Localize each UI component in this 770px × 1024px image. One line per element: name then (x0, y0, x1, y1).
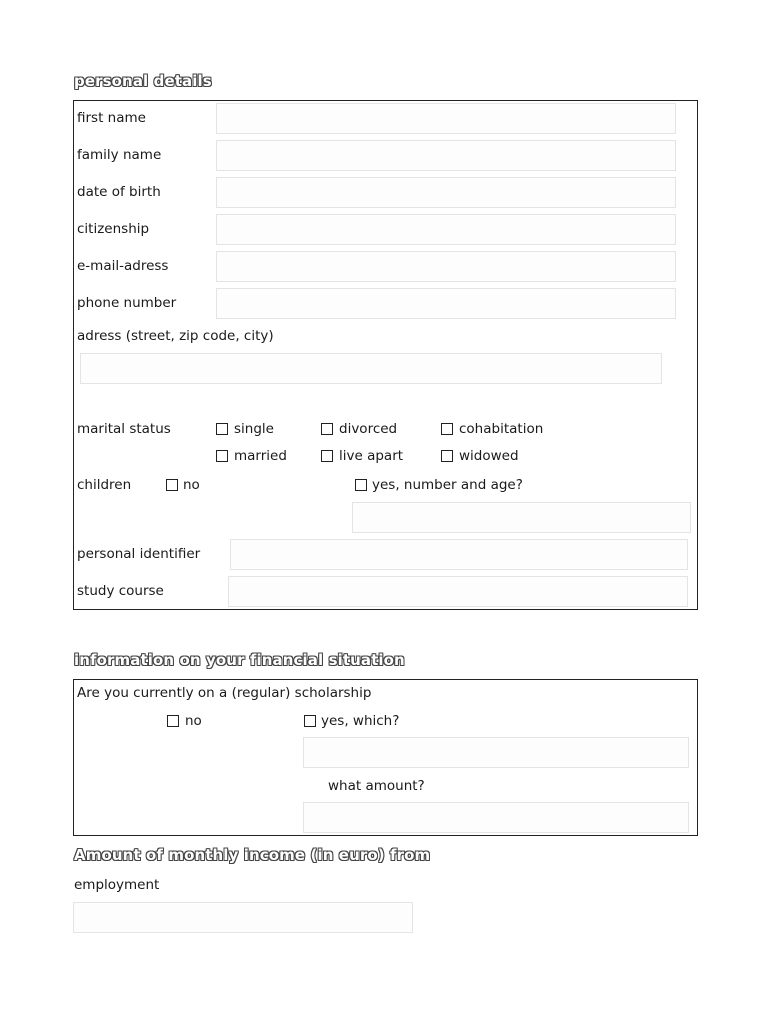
scholarship-no-label: no (185, 713, 202, 729)
scholarship-yes-checkbox[interactable] (304, 715, 316, 727)
employment-income-input[interactable] (73, 902, 413, 933)
marital-status-label: marital status (77, 421, 171, 437)
first-name-label: first name (77, 110, 146, 126)
children-label: children (77, 477, 132, 493)
personal-identifier-input[interactable] (230, 539, 688, 570)
cohabitation-checkbox[interactable] (441, 423, 453, 435)
live-apart-checkbox[interactable] (321, 450, 333, 462)
study-course-input[interactable] (228, 576, 688, 607)
email-label: e-mail-adress (77, 258, 169, 274)
family-name-input[interactable] (216, 140, 676, 171)
divorced-label: divorced (339, 421, 398, 437)
study-course-label: study course (77, 583, 164, 599)
married-label: married (234, 448, 287, 464)
email-input[interactable] (216, 251, 676, 282)
widowed-checkbox[interactable] (441, 450, 453, 462)
children-yes-label: yes, number and age? (372, 477, 523, 493)
financial-situation-section (73, 679, 698, 836)
address-label: adress (street, zip code, city) (77, 328, 274, 344)
address-input[interactable] (80, 353, 662, 384)
date-of-birth-input[interactable] (216, 177, 676, 208)
scholarship-no-checkbox[interactable] (167, 715, 179, 727)
citizenship-label: citizenship (77, 221, 150, 237)
divorced-checkbox[interactable] (321, 423, 333, 435)
scholarship-amount-label: what amount? (328, 778, 425, 794)
single-label: single (234, 421, 274, 437)
employment-label: employment (74, 877, 160, 893)
scholarship-which-input[interactable] (303, 737, 689, 768)
scholarship-yes-label: yes, which? (321, 713, 400, 729)
scholarship-amount-input[interactable] (303, 802, 689, 833)
family-name-label: family name (77, 147, 162, 163)
date-of-birth-label: date of birth (77, 184, 161, 200)
children-no-checkbox[interactable] (166, 479, 178, 491)
personal-details-heading: personal details (74, 72, 212, 90)
widowed-label: widowed (459, 448, 519, 464)
children-yes-checkbox[interactable] (355, 479, 367, 491)
scholarship-question-label: Are you currently on a (regular) scholarship (77, 685, 372, 701)
single-checkbox[interactable] (216, 423, 228, 435)
citizenship-input[interactable] (216, 214, 676, 245)
cohabitation-label: cohabitation (459, 421, 544, 437)
phone-input[interactable] (216, 288, 676, 319)
personal-details-section (73, 100, 698, 610)
monthly-income-heading: Amount of monthly income (in euro) from (74, 846, 431, 864)
first-name-input[interactable] (216, 103, 676, 134)
live-apart-label: live apart (339, 448, 404, 464)
financial-situation-heading: information on your financial situation (74, 651, 405, 669)
phone-label: phone number (77, 295, 177, 311)
personal-identifier-label: personal identifier (77, 546, 201, 562)
children-number-age-input[interactable] (352, 502, 691, 533)
married-checkbox[interactable] (216, 450, 228, 462)
children-no-label: no (183, 477, 200, 493)
